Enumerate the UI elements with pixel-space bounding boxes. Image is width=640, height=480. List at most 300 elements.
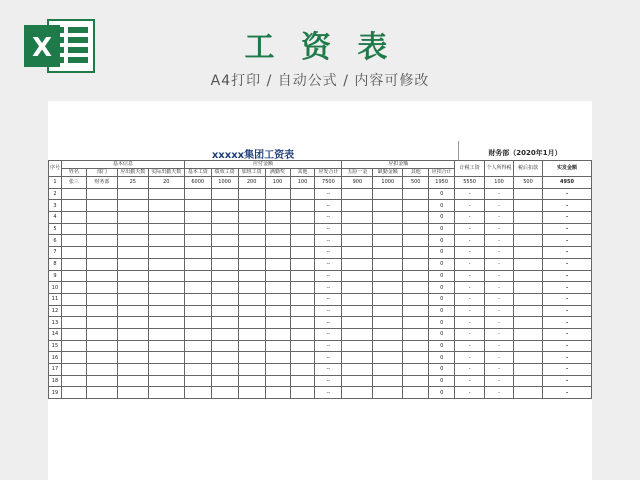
table-cell: 11 — [49, 293, 62, 305]
table-cell — [238, 305, 265, 317]
table-cell — [342, 200, 373, 212]
table-cell: -- — [315, 270, 342, 282]
table-cell — [117, 293, 148, 305]
table-cell — [403, 352, 429, 364]
table-cell — [61, 212, 86, 224]
table-cell — [290, 317, 315, 329]
table-cell — [117, 270, 148, 282]
table-cell — [290, 375, 315, 387]
table-cell: 7 — [49, 247, 62, 259]
table-cell: 4 — [49, 212, 62, 224]
table-cell: 17 — [49, 364, 62, 376]
table-cell — [290, 293, 315, 305]
table-cell — [61, 223, 86, 235]
table-row — [49, 188, 592, 200]
table-cell: - — [543, 200, 592, 212]
table-cell: -- — [315, 352, 342, 364]
table-cell — [86, 328, 117, 340]
table-cell: 500 — [403, 177, 429, 189]
table-cell — [117, 223, 148, 235]
table-cell — [238, 270, 265, 282]
table-cell — [265, 212, 290, 224]
table-cell — [342, 282, 373, 294]
table-cell: -- — [315, 188, 342, 200]
table-cell — [61, 188, 86, 200]
table-cell: 18 — [49, 375, 62, 387]
table-cell: - — [455, 247, 485, 259]
table-cell: 1 — [49, 177, 62, 189]
table-cell — [61, 258, 86, 270]
table-cell — [211, 328, 238, 340]
table-cell — [514, 282, 543, 294]
table-cell — [514, 212, 543, 224]
table-cell — [61, 270, 86, 282]
table-cell — [86, 375, 117, 387]
table-cell — [238, 200, 265, 212]
table-cell — [514, 375, 543, 387]
table-row — [49, 340, 592, 352]
table-cell — [373, 188, 403, 200]
table-cell: - — [543, 247, 592, 259]
table-cell — [86, 258, 117, 270]
deduct-header: 应扣金额 — [342, 161, 455, 169]
table-cell: 0 — [429, 282, 455, 294]
table-cell — [290, 247, 315, 259]
table-cell — [290, 188, 315, 200]
table-cell: - — [455, 235, 485, 247]
table-cell: - — [455, 212, 485, 224]
table-cell: 9 — [49, 270, 62, 282]
table-cell — [238, 364, 265, 376]
table-cell — [514, 387, 543, 399]
table-cell — [211, 293, 238, 305]
table-cell — [148, 188, 184, 200]
table-cell — [148, 317, 184, 329]
table-cell — [373, 235, 403, 247]
payable-header: 应付金额 — [184, 161, 342, 169]
table-cell — [211, 375, 238, 387]
table-cell — [238, 258, 265, 270]
table-cell — [117, 375, 148, 387]
table-cell — [265, 258, 290, 270]
table-cell — [373, 387, 403, 399]
table-row — [49, 212, 592, 224]
table-cell: - — [485, 188, 514, 200]
table-cell: - — [485, 223, 514, 235]
table-cell — [342, 247, 373, 259]
table-cell: 0 — [429, 387, 455, 399]
table-cell: - — [455, 223, 485, 235]
table-cell — [373, 364, 403, 376]
table-cell — [373, 352, 403, 364]
table-cell — [117, 352, 148, 364]
table-cell — [117, 305, 148, 317]
table-cell: 1000 — [373, 177, 403, 189]
table-cell: 6000 — [184, 177, 211, 189]
table-row — [49, 317, 592, 329]
table-cell — [117, 188, 148, 200]
table-cell: -- — [315, 293, 342, 305]
table-cell — [342, 258, 373, 270]
table-cell — [86, 364, 117, 376]
table-cell: 0 — [429, 305, 455, 317]
table-cell — [342, 317, 373, 329]
table-cell — [86, 188, 117, 200]
table-cell — [238, 375, 265, 387]
table-cell — [373, 305, 403, 317]
table-cell — [373, 317, 403, 329]
table-cell: - — [455, 188, 485, 200]
table-cell — [211, 212, 238, 224]
table-cell: 0 — [429, 188, 455, 200]
table-cell: 张三 — [61, 177, 86, 189]
table-cell — [86, 235, 117, 247]
table-cell: 0 — [429, 352, 455, 364]
table-cell — [61, 328, 86, 340]
table-cell — [342, 188, 373, 200]
table-cell — [514, 352, 543, 364]
table-cell — [211, 317, 238, 329]
table-cell: 0 — [429, 258, 455, 270]
table-cell — [342, 364, 373, 376]
table-cell: -- — [315, 200, 342, 212]
column-header: 满勤奖 — [265, 169, 290, 177]
table-cell — [290, 200, 315, 212]
table-cell: 900 — [342, 177, 373, 189]
table-row — [49, 177, 592, 189]
table-cell: 0 — [429, 328, 455, 340]
table-cell — [184, 293, 211, 305]
table-cell: - — [543, 387, 592, 399]
table-cell: - — [485, 352, 514, 364]
table-cell — [290, 340, 315, 352]
table-cell — [342, 387, 373, 399]
sheet-title: xxxxx集团工资表 — [211, 150, 295, 161]
table-cell — [184, 340, 211, 352]
table-cell — [148, 270, 184, 282]
table-cell: - — [485, 317, 514, 329]
table-cell — [148, 375, 184, 387]
table-cell — [265, 282, 290, 294]
table-cell — [184, 258, 211, 270]
table-cell — [373, 293, 403, 305]
table-row — [49, 305, 592, 317]
table-cell: - — [543, 340, 592, 352]
table-cell — [265, 235, 290, 247]
table-cell — [403, 387, 429, 399]
table-cell — [61, 387, 86, 399]
table-cell — [514, 235, 543, 247]
table-row — [49, 282, 592, 294]
table-cell — [342, 352, 373, 364]
table-cell: 0 — [429, 340, 455, 352]
table-cell: - — [485, 270, 514, 282]
actual-pay-header: 实发金额 — [543, 161, 592, 177]
taxable-header: 计税工资 — [455, 161, 485, 177]
table-cell — [342, 328, 373, 340]
table-cell — [184, 387, 211, 399]
table-cell — [514, 247, 543, 259]
table-cell: - — [455, 364, 485, 376]
table-cell — [514, 270, 543, 282]
table-cell — [86, 282, 117, 294]
table-cell — [86, 223, 117, 235]
table-cell: - — [543, 223, 592, 235]
table-cell — [514, 200, 543, 212]
table-cell — [148, 328, 184, 340]
table-cell — [265, 317, 290, 329]
table-cell: - — [543, 352, 592, 364]
table-cell: - — [455, 340, 485, 352]
table-cell: 0 — [429, 235, 455, 247]
table-cell: 100 — [485, 177, 514, 189]
table-cell: - — [485, 364, 514, 376]
table-cell: -- — [315, 258, 342, 270]
table-cell — [86, 305, 117, 317]
table-row — [49, 223, 592, 235]
table-cell — [86, 387, 117, 399]
table-cell: 3 — [49, 200, 62, 212]
table-cell: - — [543, 364, 592, 376]
table-cell: - — [485, 247, 514, 259]
table-cell — [211, 247, 238, 259]
table-cell — [148, 235, 184, 247]
table-cell — [290, 235, 315, 247]
table-cell — [184, 200, 211, 212]
table-cell — [211, 352, 238, 364]
table-cell — [211, 258, 238, 270]
table-cell — [148, 305, 184, 317]
table-cell — [238, 223, 265, 235]
table-cell — [211, 387, 238, 399]
table-cell: - — [543, 375, 592, 387]
table-cell: 10 — [49, 282, 62, 294]
table-cell — [184, 188, 211, 200]
table-cell — [184, 317, 211, 329]
table-cell: 16 — [49, 352, 62, 364]
table-cell — [184, 282, 211, 294]
table-cell — [373, 258, 403, 270]
table-cell: 13 — [49, 317, 62, 329]
table-cell: - — [543, 235, 592, 247]
table-row — [49, 328, 592, 340]
table-cell — [373, 223, 403, 235]
table-cell — [514, 293, 543, 305]
table-row — [49, 247, 592, 259]
table-cell: - — [455, 200, 485, 212]
table-cell — [184, 305, 211, 317]
table-cell — [514, 317, 543, 329]
table-cell — [117, 317, 148, 329]
table-cell — [403, 235, 429, 247]
table-cell: 0 — [429, 200, 455, 212]
table-cell: - — [485, 340, 514, 352]
table-cell — [184, 247, 211, 259]
table-cell — [514, 305, 543, 317]
table-cell: - — [485, 200, 514, 212]
table-body — [49, 177, 592, 399]
table-cell — [61, 352, 86, 364]
table-cell — [290, 364, 315, 376]
table-cell — [373, 340, 403, 352]
table-cell — [514, 364, 543, 376]
table-cell — [265, 340, 290, 352]
table-cell — [342, 293, 373, 305]
table-cell: 19 — [49, 387, 62, 399]
table-cell — [403, 223, 429, 235]
table-cell: 8 — [49, 258, 62, 270]
table-cell — [211, 340, 238, 352]
table-cell — [290, 328, 315, 340]
table-cell — [86, 212, 117, 224]
table-cell — [265, 305, 290, 317]
table-cell — [342, 375, 373, 387]
table-cell: - — [543, 212, 592, 224]
column-header: 实际出勤天数 — [148, 169, 184, 177]
table-cell — [238, 317, 265, 329]
table-cell: 0 — [429, 364, 455, 376]
table-cell — [148, 340, 184, 352]
table-row — [49, 387, 592, 399]
column-header: 五险一金 — [342, 169, 373, 177]
table-cell — [238, 328, 265, 340]
table-cell — [403, 364, 429, 376]
table-cell — [238, 212, 265, 224]
column-header: 姓名 — [61, 169, 86, 177]
table-cell — [238, 247, 265, 259]
table-cell: - — [485, 282, 514, 294]
table-cell — [148, 212, 184, 224]
table-cell: -- — [315, 364, 342, 376]
table-cell — [86, 317, 117, 329]
table-cell — [265, 387, 290, 399]
table-cell: -- — [315, 247, 342, 259]
table-cell — [148, 387, 184, 399]
table-cell: - — [455, 375, 485, 387]
table-cell: - — [543, 258, 592, 270]
table-cell: - — [485, 293, 514, 305]
table-cell — [148, 247, 184, 259]
column-header: 应扣合计 — [429, 169, 455, 177]
table-cell — [61, 293, 86, 305]
table-cell — [342, 305, 373, 317]
table-cell: 500 — [514, 177, 543, 189]
table-cell — [184, 364, 211, 376]
table-cell: -- — [315, 328, 342, 340]
table-cell — [514, 223, 543, 235]
table-cell: - — [543, 188, 592, 200]
table-cell — [403, 258, 429, 270]
table-cell: - — [455, 270, 485, 282]
table-cell — [265, 247, 290, 259]
table-cell — [184, 235, 211, 247]
table-cell: 6 — [49, 235, 62, 247]
table-cell: 200 — [238, 177, 265, 189]
table-cell: - — [485, 212, 514, 224]
table-cell: -- — [315, 282, 342, 294]
table-cell: 15 — [49, 340, 62, 352]
column-header: 部门 — [86, 169, 117, 177]
table-cell — [184, 328, 211, 340]
table-cell — [238, 293, 265, 305]
table-cell: 4950 — [543, 177, 592, 189]
table-cell — [373, 247, 403, 259]
table-row — [49, 352, 592, 364]
table-cell: -- — [315, 235, 342, 247]
table-cell — [148, 200, 184, 212]
table-cell — [342, 270, 373, 282]
table-cell: - — [485, 387, 514, 399]
page-subtitle: A4打印 / 自动公式 / 内容可修改 — [210, 73, 430, 89]
table-cell: -- — [315, 317, 342, 329]
table-cell: - — [543, 282, 592, 294]
table-cell: - — [543, 270, 592, 282]
column-header: 绩效工资 — [211, 169, 238, 177]
table-cell — [265, 188, 290, 200]
table-cell: 100 — [290, 177, 315, 189]
table-cell: 0 — [429, 212, 455, 224]
table-cell — [238, 340, 265, 352]
table-cell — [403, 282, 429, 294]
table-cell — [403, 340, 429, 352]
table-cell: - — [485, 305, 514, 317]
table-cell — [211, 282, 238, 294]
column-header: 应出勤天数 — [117, 169, 148, 177]
table-cell: 0 — [429, 223, 455, 235]
table-cell — [117, 328, 148, 340]
table-cell — [117, 387, 148, 399]
table-cell — [148, 293, 184, 305]
table-cell — [184, 375, 211, 387]
table-cell: -- — [315, 305, 342, 317]
table-cell — [238, 235, 265, 247]
table-cell — [238, 352, 265, 364]
group-header-row — [49, 161, 592, 169]
table-cell — [403, 293, 429, 305]
table-row — [49, 235, 592, 247]
table-row — [49, 200, 592, 212]
table-cell: - — [455, 352, 485, 364]
table-cell — [514, 340, 543, 352]
table-cell — [373, 212, 403, 224]
table-cell — [148, 223, 184, 235]
table-cell: - — [455, 387, 485, 399]
table-cell — [265, 293, 290, 305]
table-cell — [211, 364, 238, 376]
table-cell — [86, 200, 117, 212]
income-tax-header: 个人所得税 — [485, 161, 514, 177]
table-cell — [148, 258, 184, 270]
table-cell: - — [455, 305, 485, 317]
table-cell: 5 — [49, 223, 62, 235]
table-cell — [373, 282, 403, 294]
basic-info-header: 基本信息 — [61, 161, 184, 169]
table-cell — [211, 223, 238, 235]
table-cell: - — [543, 328, 592, 340]
table-cell — [117, 200, 148, 212]
table-cell — [403, 212, 429, 224]
table-cell — [117, 364, 148, 376]
table-row — [49, 375, 592, 387]
table-cell — [238, 387, 265, 399]
table-cell: - — [455, 328, 485, 340]
column-header: 基本工资 — [184, 169, 211, 177]
table-cell — [403, 200, 429, 212]
table-cell: 0 — [429, 293, 455, 305]
table-cell — [61, 235, 86, 247]
table-cell — [184, 352, 211, 364]
table-cell: - — [543, 317, 592, 329]
